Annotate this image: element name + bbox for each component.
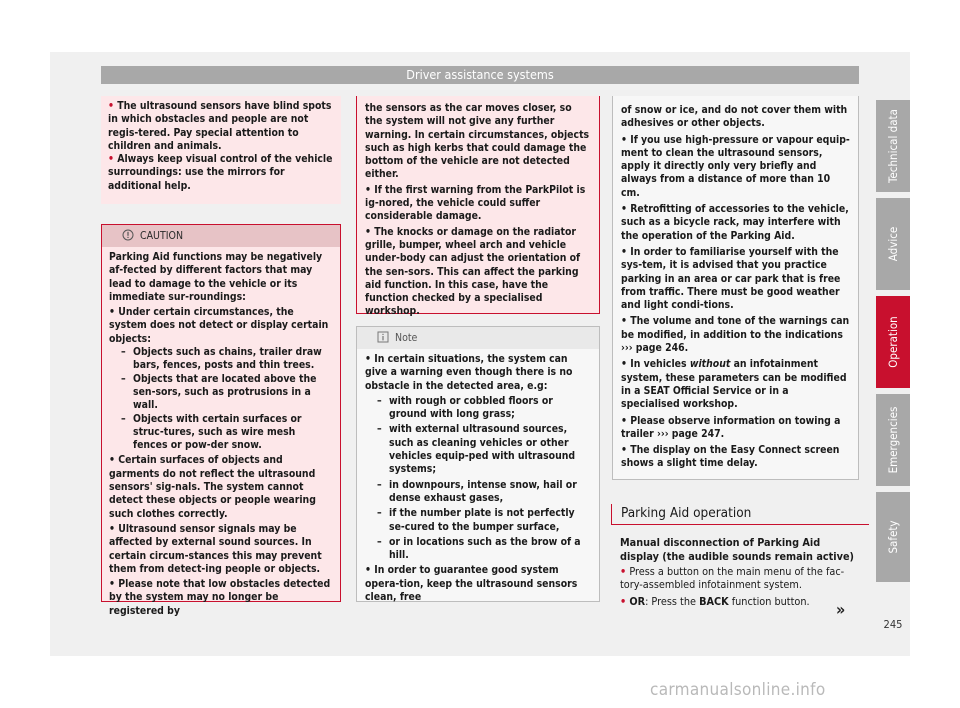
step-item: • Press a button on the main menu of the fac-tory-assembled infotainment system. <box>620 564 845 592</box>
tab-emergencies[interactable]: Emergencies <box>876 394 910 486</box>
continue-marker: » <box>836 600 846 619</box>
page-header: Driver assistance systems <box>101 66 859 84</box>
note-box <box>356 326 600 602</box>
step-item: • OR: Press the BACK function button. <box>620 595 810 609</box>
note-icon <box>377 331 389 343</box>
note-bullet: • The display on the Easy Connect screen shows a slight time delay. <box>621 444 840 470</box>
caution-header <box>102 225 340 247</box>
caution-intro: Parking Aid functions may be negatively af-fected by different factors that may lead to damage to the vehicle or its immediate sur-roundings: <box>109 251 323 303</box>
caution-bullet: • Ultrasound sensor signals may be affected by external sound sources. In certain circum-stances this may prevent them from detect-ing people or objects. <box>109 522 322 575</box>
caution-box <box>101 224 341 617</box>
caution-bullet: • Please note that low obstacles detected by the system may no longer be registered by <box>109 578 331 617</box>
note-sub-item: – with rough or cobbled floors or ground with long grass; <box>377 394 553 421</box>
note-sub-item: – in downpours, intense snow, hail or dense exhaust gases, <box>377 478 577 504</box>
note-title: Note <box>395 332 418 344</box>
caution-sub-item: – Objects with certain surfaces or struc-tures, such as wire mesh fences or pow-der snow. <box>121 412 302 452</box>
page-link[interactable]: ››› page 246 <box>621 342 685 355</box>
caution-bullet: • The knocks or damage on the radiator grille, bumper, wheel arch and vehicle under-body can adjust the orientation of the sen-sors. This can affect the parking aid function. In this case, have the function checked by a specialised workshop. <box>365 225 581 318</box>
note-bullet: • If you use high-pressure or vapour equip-ment to clean the ultrasound sensors, apply it directly only very briefly and always from a distance of more than 10 cm. <box>621 133 850 199</box>
caution-sub-item: – Objects that are located above the sen-sors, such as protrusions in a wall. <box>121 372 317 412</box>
warning-item: • Always keep visual control of the vehicle surroundings: use the mirrors for additional help. <box>108 153 333 192</box>
note-sub-item: – with external ultrasound sources, such as cleaning vehicles or other vehicles equip-ped with ultrasound systems; <box>377 423 576 476</box>
tab-advice[interactable]: Advice <box>876 198 910 290</box>
note-bullet: • Please observe information on towing a trailer ››› page 247. <box>621 414 841 440</box>
caution-sub-item: – Objects such as chains, trailer draw bars, fences, posts and thin trees. <box>121 346 322 372</box>
note-header <box>357 327 599 349</box>
caution-bullet: • If the first warning from the ParkPilot is ig-nored, the vehicle could suffer considerable damage. <box>365 183 586 223</box>
note-bullet: • Retrofitting of accessories to the vehicle, such as a bicycle rack, may interfere with the operation of the Parking Aid. <box>621 203 849 242</box>
note-box-continued <box>612 96 859 480</box>
note-bullet: • The volume and tone of the warnings can be modified, in addition to the indications ››› page 246. <box>621 315 850 355</box>
page-link[interactable]: ››› page 247 <box>657 427 721 440</box>
tab-safety[interactable]: Safety <box>876 492 910 582</box>
note-bullet: • In order to guarantee good system opera-tion, keep the ultrasound sensors clean, free <box>365 564 578 604</box>
section-title: Parking Aid operation <box>611 504 869 525</box>
note-sub-item: – if the number plate is not perfectly se-cured to the bumper surface, <box>377 507 575 533</box>
warning-box <box>101 96 341 204</box>
subsection-title: Manual disconnection of Parking Aid display (the audible sounds remain active) <box>620 536 854 563</box>
note-continued-text: of snow or ice, and do not cover them with adhesives or other objects. <box>621 104 848 130</box>
caution-bullet: • Certain surfaces of objects and garments do not reflect the ultrasound sensors' sig-nals. The system cannot detect these objects or people wearing such clothes correctly. <box>109 454 316 520</box>
tab-operation[interactable]: Operation <box>876 296 910 388</box>
page-number: 245 <box>883 618 903 631</box>
note-bullet: • In certain situations, the system can give a warning even though there is no obstacle in the detected area, e.g: <box>365 353 573 392</box>
caution-title: CAUTION <box>140 230 184 242</box>
tab-technical-data[interactable]: Technical data <box>876 100 910 192</box>
caution-box-continued <box>356 96 600 318</box>
note-sub-item: – or in locations such as the brow of a hill. <box>377 535 581 562</box>
caution-bullet: • Under certain circumstances, the system does not detect or display certain objects: <box>109 306 329 345</box>
note-bullet: • In vehicles without an infotainment system, these parameters can be modified in a SEAT Official Service or in a specialised workshop. <box>621 358 847 411</box>
caution-continued-text: the sensors as the car moves closer, so the system will not give any further warning. In certain circumstances, objects such as high kerbs that could damage the bottom of the vehicle are not detected either. <box>365 102 590 181</box>
section-body <box>620 536 860 609</box>
caution-icon <box>122 229 134 241</box>
note-bullet: • In order to familiarise yourself with the sys-tem, it is advised that you practice parking in an area or car park that is free from traffic. There must be good weather and light condi-tions. <box>621 245 841 312</box>
watermark-logo: carmanualsonline.info <box>650 680 826 700</box>
warning-item: • The ultrasound sensors have blind spots in which obstacles and people are not regis-tered. Pay special attention to children and animals. <box>108 100 332 152</box>
